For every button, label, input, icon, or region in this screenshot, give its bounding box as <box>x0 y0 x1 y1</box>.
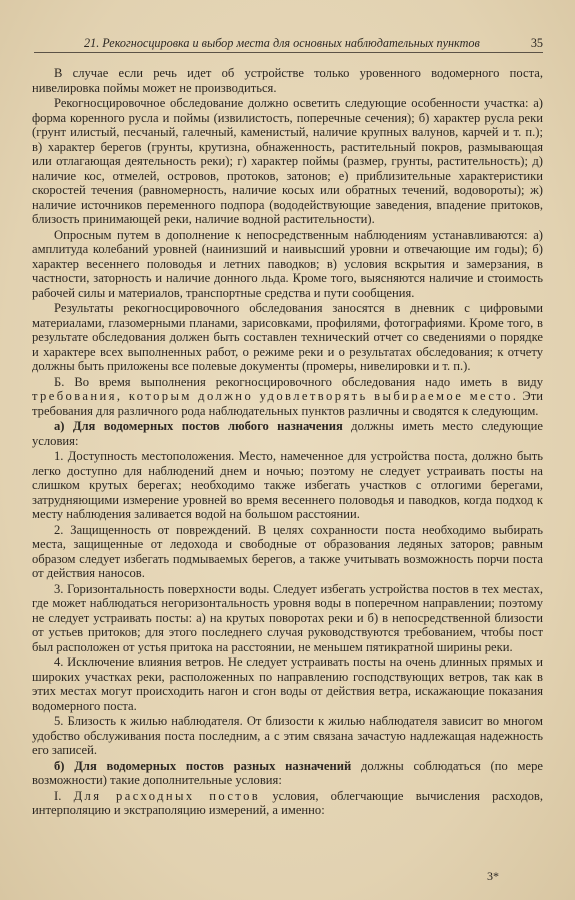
paragraph-2: Рекогносцировочное обследование должно осветить следующие особенности участка: а) форма коренного русла и поймы (извилистость, поперечные сечения); б) характер русла реки (грунт илистый, песчаный, галечный, каменистый, наличие крупных валунов, карчей и т. п.); в) характер берегов (грунты, крутизна, обнаженность, растительный покров, размывающая или отлагающая деятельность реки); г) характер поймы (размер, грунты, растительность); д) наличие кос, отмелей, островов, протоков, затонов; е) приблизительные характеристики скоростей течения (равномерность, наличие косых или обратных течений, водовороты); ж) наличие источников переменного подпора (вододействующие заведения, впадение притоков, близость принимающей реки, наличие водной растительности). <box>32 96 543 226</box>
paragraph-1: В случае если речь идет об устройстве только уровенного водомерного поста, нивелировка поймы может не производиться. <box>32 66 543 95</box>
paragraph-5-spaced: требования, которым должно удовлетворять выбираемое место. <box>32 389 519 403</box>
paragraph-13-spaced: Для расходных постов <box>73 788 261 803</box>
paragraph-8: 2. Защищенность от повреждений. В целях сохранности поста необходимо выбирать места, защищенные от ледохода и свободные от образования ледяных заторов; равным образом следует избегать подмываемых берегов, а также учитывать возможность порчи поста от действия наносов. <box>32 522 543 580</box>
paragraph-11: 5. Близость к жилью наблюдателя. От близости к жилью наблюдателя зависит во многом удобство обслуживания поста последним, а с этим связана зачастую надлежащая надежность его записей. <box>32 714 543 757</box>
paragraph-5-tail: Эти требования для различного рода наблюдательных пунктов различны и сводятся к следующим. <box>32 389 543 418</box>
paragraph-9: 3. Горизонтальность поверхности воды. Следует избегать устройства постов в тех местах, где может наблюдаться негоризонтальность уровня воды в поперечном направлении; поэтому не следует устраивать посты: а) на крутых поворотах реки и б) в непосредственной близости от устьев притоков; для этого последнего случая руководствуются требованием, чтобы пост был расположен от устья притока на расстоянии, не меньшем пятикратной ширины реки. <box>32 581 543 654</box>
paragraph-12 <box>32 759 543 788</box>
paragraph-4: Результаты рекогносцировочного обследования заносятся в дневник с цифровыми материалами, глазомерными планами, зарисовками, профилями, фотографиями. Кроме того, в результате обследования должен быть составлен технический отчет со сведениями о порядке и характере всех выполненных работ, о режиме реки и о результатах обследования; к отчету должны быть приложены все полевые документы (промеры, нивелировки и т. п.). <box>32 301 543 373</box>
page-body <box>32 66 543 818</box>
paragraph-13-tail: условия, облегчающие вычисления расходов, интерполяцию и экстраполяцию измерений, а именно: <box>32 788 543 817</box>
paragraph-5 <box>32 375 543 419</box>
signature-mark: 3* <box>487 869 499 883</box>
paragraph-12-tail: должны соблюдаться (по мере возможности) такие дополнительные условия: <box>32 758 543 787</box>
subheading-b: б) Для водомерных постов разных назначений <box>54 758 352 773</box>
paragraph-7: 1. Доступность местоположения. Место, намеченное для устройства поста, должно быть легко доступно для наблюдений днем и ночью; поэтому не следует устраивать посты на слишком крутых берегах; необходимо также избегать участков с отлогими берегами, затрудняющими измерение уровней во время весеннего половодья и паводков, когда подход к месту наблюдения заливается водой на большом расстоянии. <box>32 449 543 521</box>
page-number: 35 <box>530 36 543 50</box>
paragraph-10: 4. Исключение влияния ветров. Не следует устраивать посты на очень длинных прямых и широких участках реки, расположенных по направлению господствующих ветров, так как в этих местах могут происходить нагон и сгон воды от действия ветра, искажающие показания водомерного поста. <box>32 655 543 713</box>
paragraph-13 <box>32 789 543 818</box>
paragraph-6-tail: должны иметь место следующие условия: <box>32 419 543 448</box>
paragraph-5-lead: Б. Во время выполнения рекогносцировочного обследования надо иметь в виду <box>54 374 543 389</box>
subheading-a: а) Для водомерных постов любого назначения <box>54 419 343 433</box>
paragraph-13-lead: I. <box>54 788 74 803</box>
paragraph-6 <box>32 419 543 448</box>
section-title: 21. Рекогносцировка и выбор места для основных наблюдательных пунктов <box>84 36 480 50</box>
paragraph-3: Опросным путем в дополнение к непосредственным наблюдениям устанавливаются: а) амплитуда колебаний уровней (наинизший и наивысший уровни и отвечающие им годы); б) характер весеннего половодья и летних паводков; в) условия вскрытия и замерзания, в частности, заторность и наличие донного льда. Кроме того, выясняются наличие и стоимость рабочей силы и материалов, транспортные средства и пути сообщения. <box>32 227 543 300</box>
running-header <box>34 34 543 53</box>
